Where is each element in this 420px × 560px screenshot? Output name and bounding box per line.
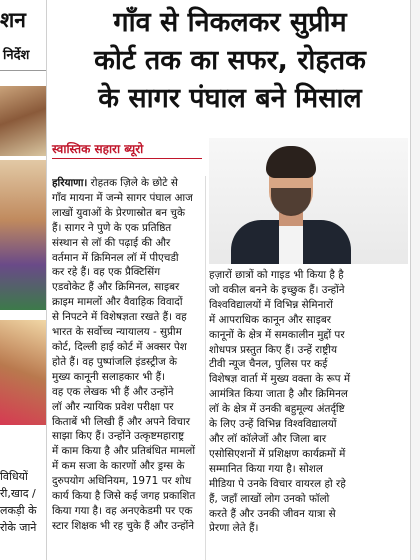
article-body-right bbox=[209, 268, 408, 536]
body-line-text: रोहतक ज़िले के छोटे से bbox=[87, 177, 178, 189]
body-line: विशेषज्ञ वार्ता में मुख्य वक्ता के रूप में bbox=[209, 373, 351, 386]
body-line: वर्तमान में क्रिमिनल लॉ में पीएचडी bbox=[52, 251, 179, 264]
text-line: विधियों bbox=[0, 470, 28, 483]
adjacent-headline-fragment: शन bbox=[0, 8, 26, 32]
body-line: शोधपत्र प्रस्तुत किए हैं। उन्हें राष्ट्रीय bbox=[209, 343, 338, 356]
body-line: होते हैं। वह पुष्पांजलि इंडस्ट्रीज के bbox=[52, 355, 178, 368]
body-line: लॉ के क्षेत्र में उनकी बहुमूल्य अंतर्दृष्टि bbox=[209, 403, 345, 416]
headline-line: के सागर पंघाल बने मिसाल bbox=[98, 83, 362, 114]
body-line: कर रहे हैं। वह एक प्रैक्टिसिंग bbox=[52, 266, 161, 279]
headline-line: कोर्ट तक का सफर, रोहतक bbox=[94, 45, 366, 76]
body-line: टीवी न्यूज चैनल, पुलिस पर कई bbox=[209, 358, 328, 371]
body-line: वह एक लेखक भी हैं और उन्होंने bbox=[52, 385, 174, 398]
body-line: में काम किया है और प्रतिबंधित मामलों bbox=[52, 445, 196, 458]
article-byline: स्वास्तिक सहारा ब्यूरो bbox=[52, 142, 144, 156]
body-line: सम्मानित किया गया है। सोशल bbox=[209, 462, 323, 475]
adjacent-column-left bbox=[0, 0, 47, 560]
body-line: से निपटने में विशेषज्ञता रखते हैं। वह bbox=[52, 311, 187, 324]
body-line: कानूनों के क्षेत्र में समकालीन मुद्दों पर bbox=[209, 328, 345, 341]
body-line: दुरुपयोग अधिनियम, 1971 पर शोध bbox=[52, 475, 192, 488]
body-line: में आपराधिक कानून और साइबर bbox=[209, 313, 332, 326]
body-line: मीडिया पे उनके विचार वायरल हो रहे bbox=[209, 477, 346, 490]
adjacent-photo bbox=[0, 86, 46, 156]
body-line: कार्य किया है जिसे कई जगह प्रकाशित bbox=[52, 490, 196, 503]
portrait-photo bbox=[209, 138, 408, 264]
body-line: किया गया है। वह अनएकेडमी पर एक bbox=[52, 504, 193, 517]
body-line: साझा किए हैं। उन्होंने उत्कृष्टमहाराष्ट्र bbox=[52, 430, 185, 443]
adjacent-photo bbox=[0, 160, 46, 310]
body-line: एसोसिएशनों में प्रशिक्षण कार्यक्रमों में bbox=[209, 447, 346, 460]
body-line: मुख्य कानूनी सलाहकार भी हैं। bbox=[52, 370, 166, 383]
body-line: कोर्ट, दिल्ली हाई कोर्ट में अक्सर पेश bbox=[52, 340, 187, 353]
article-body-left bbox=[52, 176, 202, 534]
body-line: में कम सजा के कारणों और ड्रग्स के bbox=[52, 460, 185, 473]
body-line: विश्वविद्यालयों में विभिन्न सेमिनारों bbox=[209, 298, 333, 311]
body-line: हैं। सागर ने पुणे के एक प्रतिष्ठित bbox=[52, 221, 172, 234]
body-line: करते हैं और उनकी जीवन यात्रा से bbox=[209, 507, 336, 520]
text-line: लकड़ी के bbox=[0, 504, 37, 517]
body-line: आमंत्रित किया जाता है और क्रिमिनल bbox=[209, 388, 348, 401]
body-line: और लॉ कॉलेजों और जिला बार bbox=[209, 432, 327, 445]
byline-underline bbox=[52, 158, 202, 159]
body-line: गाँव मायना में जन्मे सागर पंघाल आज bbox=[52, 191, 193, 204]
body-line: किताबें भी लिखी हैं और अपने विचार bbox=[52, 415, 190, 428]
body-line: क्राइम मामलों और वैवाहिक विवादों bbox=[52, 296, 183, 309]
body-line bbox=[52, 176, 202, 191]
body-line: प्रेरणा लेते हैं। bbox=[209, 522, 259, 535]
body-line: एडवोकेट हैं और क्रिमिनल, साइबर bbox=[52, 281, 180, 294]
headline-line: गाँव से निकलकर सुप्रीम bbox=[113, 7, 347, 38]
adjacent-text bbox=[0, 468, 46, 536]
adjacent-photo bbox=[0, 320, 46, 425]
body-line: स्टार शिक्षक भी रह चुके हैं और उन्होंने bbox=[52, 519, 195, 532]
column-divider bbox=[205, 176, 206, 560]
article-headline bbox=[52, 4, 408, 118]
text-line: री,खाद / bbox=[0, 487, 36, 500]
body-line: के लिए उन्हें विभिन्न विश्वविद्यालयों bbox=[209, 418, 337, 431]
body-line: लॉ और न्यायिक प्रवेश परीक्षा पर bbox=[52, 400, 174, 413]
body-line: जो वकील बनने के इच्छुक हैं। उन्होंने bbox=[209, 283, 345, 296]
text-line: रोके जाने bbox=[0, 521, 37, 534]
body-line: संस्थान से लॉ की पढ़ाई की और bbox=[52, 236, 171, 249]
adjacent-column-right bbox=[410, 0, 420, 560]
body-line: हैं, जहाँ लाखों लोग उनको फॉलो bbox=[209, 492, 330, 505]
body-line: हज़ारों छात्रों को गाइड भी किया है है bbox=[209, 269, 344, 281]
body-line: भारत के सर्वोच्च न्यायालय - सुप्रीम bbox=[52, 326, 182, 339]
body-line: लाखों युवाओं के प्रेरणास्रोत बन चुके bbox=[52, 206, 185, 219]
divider bbox=[0, 70, 46, 71]
dateline: हरियाणा। bbox=[52, 177, 88, 189]
adjacent-subhead-fragment: निर्देश bbox=[3, 48, 30, 63]
